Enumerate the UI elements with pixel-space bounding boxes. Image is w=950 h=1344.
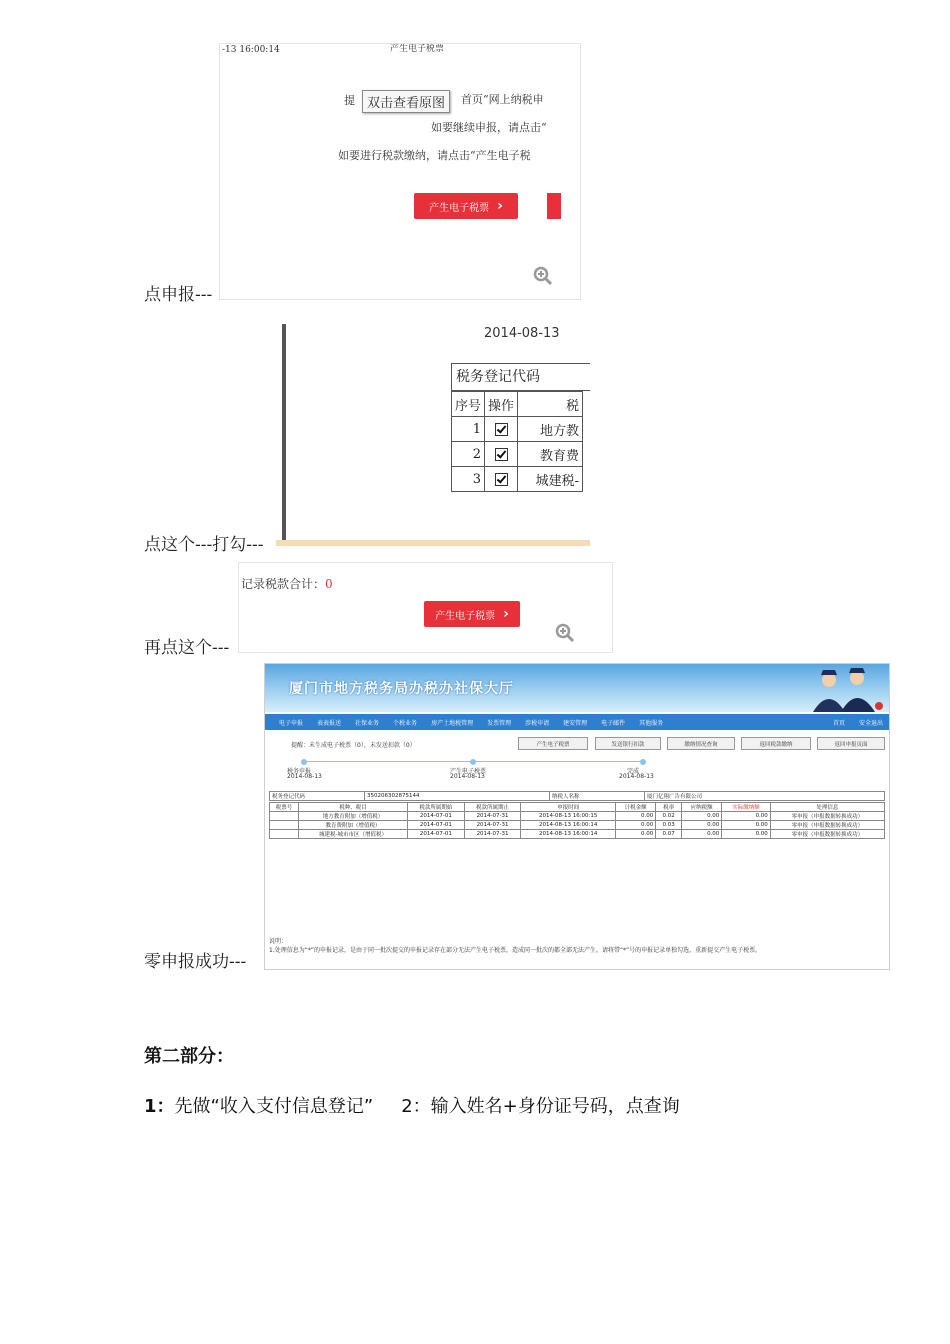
cell: 0.00 <box>722 812 771 821</box>
note-title: 说明： <box>269 938 288 945</box>
partial-button[interactable] <box>547 193 561 219</box>
col-header: 税种、税目 <box>299 803 408 812</box>
cell: 0.00 <box>722 830 771 839</box>
col-no: 序号 <box>452 392 485 417</box>
payment-query-button[interactable]: 缴纳情况查询 <box>667 737 735 750</box>
view-original-tooltip[interactable]: 双击查看原图 <box>362 90 450 113</box>
left-border <box>282 324 286 544</box>
step-dot <box>640 759 646 765</box>
cell: 2014-08-13 16:00:14 <box>521 821 616 830</box>
row-name: 地方教 <box>518 417 583 442</box>
nav-item[interactable]: 涉税申请 <box>525 719 550 727</box>
cell: 2014-08-13 16:00:15 <box>521 812 616 821</box>
bottom-bar <box>276 540 590 546</box>
caption-tick: 点这个---打勾--- <box>144 535 264 555</box>
col-header: 实际缴纳额 <box>722 803 771 812</box>
taxpayer-info <box>269 791 885 801</box>
col-header: 应纳税额 <box>682 803 722 812</box>
row-no: 3 <box>452 467 485 492</box>
col-header: 计税金额 <box>616 803 656 812</box>
nav-item[interactable]: 建安管理 <box>563 719 588 727</box>
nav-item[interactable]: 社保业务 <box>355 719 380 727</box>
checkbox[interactable] <box>495 448 508 461</box>
main-nav <box>265 714 889 730</box>
nav-home[interactable]: 首页 <box>832 719 845 727</box>
cell: 2014-07-01 <box>408 830 465 839</box>
cell: 城建税-城市市区（增值税） <box>299 830 408 839</box>
code-value: 350206302875144 <box>365 792 550 801</box>
cell: 2014-08-13 16:00:14 <box>521 830 616 839</box>
step-label: 完成 <box>627 768 640 775</box>
part2-heading: 第二部分： <box>144 1046 234 1067</box>
step-date: 2014-08-13 <box>450 773 485 780</box>
top-title: 产生电子税票 <box>390 44 445 54</box>
cell: 0.00 <box>722 821 771 830</box>
step1-text: 先做“收入支付信息登记” <box>174 1096 374 1117</box>
step1-number: 1： <box>144 1096 175 1117</box>
screenshot-success <box>264 663 890 970</box>
step-date: 2014-08-13 <box>287 773 322 780</box>
checkbox[interactable] <box>495 423 508 436</box>
screenshot-generate <box>238 562 613 653</box>
cell: 0.03 <box>656 821 682 830</box>
nav-item[interactable]: 表表报送 <box>317 719 342 727</box>
row-name: 教育费 <box>518 442 583 467</box>
hint-line2: 如要继续申报，请点击“ <box>431 121 547 134</box>
col-op: 操作 <box>485 392 518 417</box>
table-row <box>270 812 885 821</box>
table-row <box>452 417 583 442</box>
generate-ticket-button[interactable]: 产生电子税票 <box>518 737 588 750</box>
part2-steps <box>144 1092 680 1118</box>
nav-item[interactable]: 房产土地税管理 <box>431 719 474 727</box>
tax-total-label <box>241 575 333 592</box>
nav-item[interactable]: 其他服务 <box>639 719 664 727</box>
col-header: 税款所属期始 <box>408 803 465 812</box>
tax-total-amount: 0 <box>325 577 333 591</box>
cell: 2014-07-01 <box>408 812 465 821</box>
chevron-right-icon: › <box>503 606 509 622</box>
nav-item[interactable]: 电子申报 <box>279 719 304 727</box>
col-header: 处理信息 <box>770 803 884 812</box>
hint-line1: 首页“网上纳税申 <box>461 93 544 106</box>
step-label: 税务申报 <box>287 768 312 775</box>
col-header: 税款所属期止 <box>464 803 521 812</box>
zoom-in-icon[interactable] <box>533 266 553 286</box>
cell: 零申报（申报数据转换成功） <box>770 812 884 821</box>
hint-line3: 如要进行税款缴纳，请点击“产生电子税 <box>338 149 531 162</box>
col-tax: 税 <box>518 392 583 417</box>
reminder-text: 提醒：未生成电子税票（0），未发送扣款（0） <box>291 742 416 749</box>
hint-line1-prefix: 提 <box>344 94 355 107</box>
generate-tax-ticket-button[interactable] <box>414 193 518 219</box>
checkbox[interactable] <box>495 473 508 486</box>
cell: 0.00 <box>682 830 722 839</box>
cell <box>270 830 299 839</box>
note-text: 1.处理信息为“*”的申报记录，是由于同一批次提交的申报记录存在部分无法产生电子税票，造成同一批次的都全部无法产生。请将带“*”号的申报记录单独勾选，重新提交产生电子税票。 <box>269 947 762 954</box>
caption-declare: 点申报--- <box>144 285 213 305</box>
date: 2014-08-13 <box>484 326 560 341</box>
cell: 0.07 <box>656 830 682 839</box>
cell: 2014-07-01 <box>408 821 465 830</box>
nav-item[interactable]: 发票管理 <box>487 719 512 727</box>
cell: 零申报（申报数据转换成功） <box>770 821 884 830</box>
nav-item[interactable]: 电子邮件 <box>601 719 626 727</box>
cell: 教育费附加（增值税） <box>299 821 408 830</box>
caption-success: 零申报成功--- <box>144 952 247 972</box>
bank-debit-button[interactable]: 发送银行扣款 <box>595 737 661 750</box>
chevron-right-icon: › <box>497 198 503 214</box>
step-date: 2014-08-13 <box>619 773 654 780</box>
cell: 2014-07-31 <box>464 812 521 821</box>
button-label: 产生电子税票 <box>435 610 496 622</box>
back-payment-button[interactable]: 返回税款缴纳 <box>741 737 811 750</box>
cell: 2014-07-31 <box>464 830 521 839</box>
cell: 地方教育附加（增值税） <box>299 812 408 821</box>
step-label: 产生电子税票 <box>450 768 487 775</box>
timestamp: -13 16:00:14 <box>222 45 280 55</box>
name-value: 厦门亿翔广告有限公司 <box>645 792 885 801</box>
tax-reg-code-label: 税务登记代码 <box>451 363 590 391</box>
tax-total-text: 记录税款合计： <box>241 577 326 591</box>
col-header: 税率 <box>656 803 682 812</box>
button-label: 产生电子税票 <box>429 202 490 214</box>
table-row <box>270 821 885 830</box>
screenshot-tick <box>276 316 590 548</box>
step-dot <box>301 759 307 765</box>
row-no: 2 <box>452 442 485 467</box>
screenshot-declare <box>219 43 581 300</box>
code-label: 税务登记代码 <box>270 792 365 801</box>
step-dot <box>470 759 476 765</box>
table-row <box>270 830 885 839</box>
cell: 2014-07-31 <box>464 821 521 830</box>
tax-table <box>451 391 583 492</box>
step2-text: 2：输入姓名+身份证号码，点查询 <box>401 1096 680 1117</box>
caption-click-again: 再点这个--- <box>144 638 230 658</box>
zoom-in-icon[interactable] <box>555 623 575 643</box>
portal-title: 厦门市地方税务局办税办社保大厅 <box>289 681 514 697</box>
name-label: 纳税人名称 <box>550 792 645 801</box>
nav-item[interactable]: 个税业务 <box>393 719 418 727</box>
portal-banner <box>265 664 889 712</box>
nav-logout[interactable]: 安全退出 <box>858 719 883 727</box>
table-row <box>452 442 583 467</box>
cell: 0.02 <box>656 812 682 821</box>
back-declare-button[interactable]: 返回申报页面 <box>817 737 885 750</box>
cell: 0.00 <box>682 821 722 830</box>
table-row <box>452 467 583 492</box>
row-no: 1 <box>452 417 485 442</box>
col-header: 税票号 <box>270 803 299 812</box>
col-header: 申报时间 <box>521 803 616 812</box>
cell: 0.00 <box>616 821 656 830</box>
cell: 0.00 <box>682 812 722 821</box>
cell <box>270 812 299 821</box>
declare-result-table <box>269 802 885 839</box>
cell: 0.00 <box>616 812 656 821</box>
officers-emblem-icon <box>799 666 885 712</box>
cell: 0.00 <box>616 830 656 839</box>
cell <box>270 821 299 830</box>
cell: 零申报（申报数据转换成功） <box>770 830 884 839</box>
row-name: 城建税- <box>518 467 583 492</box>
generate-tax-ticket-button[interactable] <box>424 601 520 627</box>
table-header <box>270 803 885 812</box>
